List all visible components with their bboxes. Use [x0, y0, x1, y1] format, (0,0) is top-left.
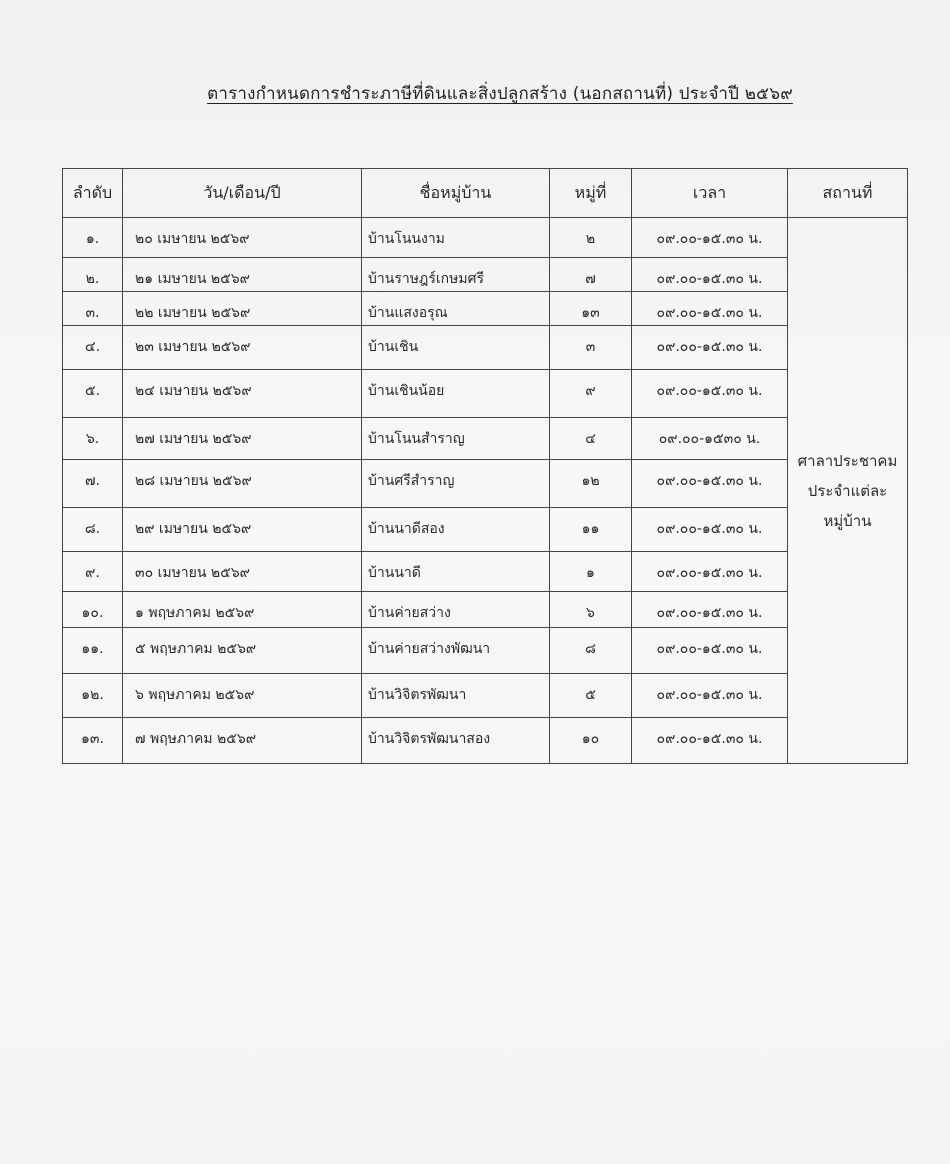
- row-moo: ๘: [550, 628, 632, 674]
- row-date: ๗ พฤษภาคม ๒๕๖๙: [123, 718, 362, 764]
- row-date: ๒๗ เมษายน ๒๕๖๙: [123, 418, 362, 460]
- row-time: ๐๙.๐๐-๑๕.๓๐ น.: [632, 628, 788, 674]
- table-row: [63, 218, 908, 258]
- table-header-row: [63, 169, 908, 218]
- row-time: ๐๙.๐๐-๑๕.๓๐ น.: [632, 592, 788, 628]
- row-date: ๒๘ เมษายน ๒๕๖๙: [123, 460, 362, 508]
- row-time: ๐๙.๐๐-๑๕.๓๐ น.: [632, 460, 788, 508]
- row-moo: ๑๒: [550, 460, 632, 508]
- row-village: บ้านวิจิตรพัฒนาสอง: [362, 718, 550, 764]
- row-moo: ๓: [550, 326, 632, 370]
- row-date: ๕ พฤษภาคม ๒๕๖๙: [123, 628, 362, 674]
- row-time: ๐๙.๐๐-๑๕.๓๐ น.: [632, 258, 788, 292]
- row-village: บ้านค่ายสว่าง: [362, 592, 550, 628]
- row-moo: ๙: [550, 370, 632, 418]
- row-village: บ้านโนนงาม: [362, 218, 550, 258]
- row-order: ๑๐.: [63, 592, 123, 628]
- place-line: ประจำแต่ละ: [807, 481, 888, 500]
- row-village: บ้านนาดีสอง: [362, 508, 550, 552]
- table-row: [63, 674, 908, 718]
- row-order: ๑.: [63, 218, 123, 258]
- row-village: บ้านวิจิตรพัฒนา: [362, 674, 550, 718]
- row-village: บ้านราษฎร์เกษมศรี: [362, 258, 550, 292]
- row-time: ๐๙.๐๐-๑๕.๓๐ น.: [632, 218, 788, 258]
- row-date: ๒๓ เมษายน ๒๕๖๙: [123, 326, 362, 370]
- row-village: บ้านเชิน: [362, 326, 550, 370]
- row-order: ๘.: [63, 508, 123, 552]
- row-time: ๐๙.๐๐-๑๕.๓๐ น.: [632, 718, 788, 764]
- row-order: ๕.: [63, 370, 123, 418]
- table-row: [63, 258, 908, 292]
- row-time: ๐๙.๐๐-๑๕.๓๐ น.: [632, 674, 788, 718]
- row-order: ๑๓.: [63, 718, 123, 764]
- header-time: เวลา: [632, 169, 788, 218]
- row-order: ๙.: [63, 552, 123, 592]
- row-village: บ้านเชินน้อย: [362, 370, 550, 418]
- document-title: ตารางกำหนดการชำระภาษีที่ดินและสิ่งปลูกสร้าง (นอกสถานที่) ประจำปี ๒๕๖๙: [207, 84, 793, 104]
- row-order: ๖.: [63, 418, 123, 460]
- row-moo: ๑๓: [550, 292, 632, 326]
- row-village: บ้านนาดี: [362, 552, 550, 592]
- row-date: ๒๔ เมษายน ๒๕๖๙: [123, 370, 362, 418]
- row-order: ๗.: [63, 460, 123, 508]
- row-village: บ้านค่ายสว่างพัฒนา: [362, 628, 550, 674]
- row-moo: ๔: [550, 418, 632, 460]
- header-moo: หมู่ที่: [550, 169, 632, 218]
- row-time: ๐๙.๐๐-๑๕.๓๐ น.: [632, 508, 788, 552]
- row-time: ๐๙.๐๐-๑๕.๓๐ น.: [632, 326, 788, 370]
- table-row: [63, 718, 908, 764]
- row-order: ๓.: [63, 292, 123, 326]
- row-date: ๖ พฤษภาคม ๒๕๖๙: [123, 674, 362, 718]
- row-moo: ๗: [550, 258, 632, 292]
- row-moo: ๑: [550, 552, 632, 592]
- table-row: [63, 460, 908, 508]
- place-cell: [788, 218, 908, 764]
- table-row: [63, 326, 908, 370]
- row-date: ๒๑ เมษายน ๒๕๖๙: [123, 258, 362, 292]
- row-time: ๐๙.๐๐-๑๕๓๐ น.: [632, 418, 788, 460]
- header-order: ลำดับ: [63, 169, 123, 218]
- row-order: ๒.: [63, 258, 123, 292]
- row-order: ๔.: [63, 326, 123, 370]
- row-moo: ๑๑: [550, 508, 632, 552]
- row-date: ๑ พฤษภาคม ๒๕๖๙: [123, 592, 362, 628]
- place-line: หมู่บ้าน: [823, 511, 872, 530]
- row-village: บ้านศรีสำราญ: [362, 460, 550, 508]
- row-moo: ๑๐: [550, 718, 632, 764]
- row-time: ๐๙.๐๐-๑๕.๓๐ น.: [632, 292, 788, 326]
- schedule-table: [62, 168, 908, 764]
- row-moo: ๖: [550, 592, 632, 628]
- table-row: [63, 628, 908, 674]
- table-row: [63, 552, 908, 592]
- row-moo: ๕: [550, 674, 632, 718]
- row-date: ๒๙ เมษายน ๒๕๖๙: [123, 508, 362, 552]
- place-line: ศาลาประชาคม: [797, 451, 898, 470]
- header-village: ชื่อหมู่บ้าน: [362, 169, 550, 218]
- table-row: [63, 508, 908, 552]
- row-moo: ๒: [550, 218, 632, 258]
- row-time: ๐๙.๐๐-๑๕.๓๐ น.: [632, 552, 788, 592]
- table-row: [63, 292, 908, 326]
- row-date: ๒๒ เมษายน ๒๕๖๙: [123, 292, 362, 326]
- row-village: บ้านโนนสำราญ: [362, 418, 550, 460]
- table-row: [63, 370, 908, 418]
- header-place: สถานที่: [788, 169, 908, 218]
- row-time: ๐๙.๐๐-๑๕.๓๐ น.: [632, 370, 788, 418]
- row-date: ๓๐ เมษายน ๒๕๖๙: [123, 552, 362, 592]
- row-date: ๒๐ เมษายน ๒๕๖๙: [123, 218, 362, 258]
- table-row: [63, 418, 908, 460]
- row-village: บ้านแสงอรุณ: [362, 292, 550, 326]
- row-order: ๑๒.: [63, 674, 123, 718]
- table-row: [63, 592, 908, 628]
- header-date: วัน/เดือน/ปี: [123, 169, 362, 218]
- row-order: ๑๑.: [63, 628, 123, 674]
